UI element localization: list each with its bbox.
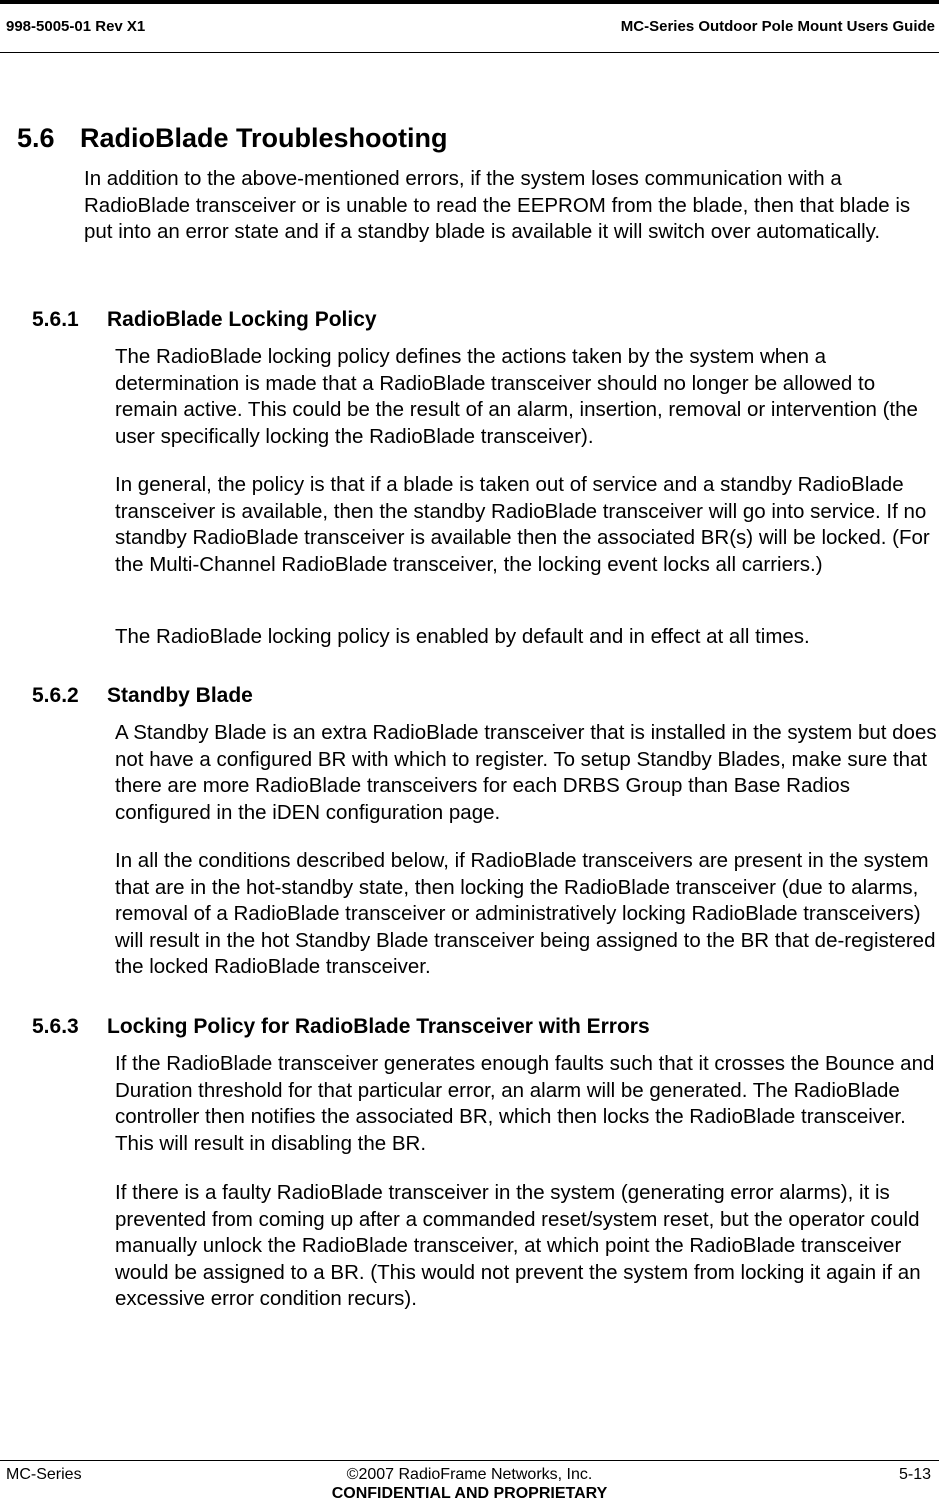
- subsection-heading-standby-blade: [32, 683, 253, 709]
- header-doc-number: 998-5005-01 Rev X1: [6, 18, 146, 35]
- subsection-number: 5.6.2: [32, 684, 79, 707]
- footer-copyright: ©2007 RadioFrame Networks, Inc.: [346, 1466, 593, 1483]
- subsection-heading-locking-policy: [32, 307, 377, 333]
- footer-product: MC-Series: [6, 1466, 82, 1483]
- section-heading: [17, 122, 448, 154]
- standby-blade-paragraph-1: A Standby Blade is an extra RadioBlade transceiver that is installed in the system but does not have a configured BR with which to register. To setup Standby Blades, make sure that there are more RadioBlade transceivers for each DRBS Group than Base Radios configured in the iDEN configuration page.: [115, 721, 937, 824]
- section-title: RadioBlade Troubleshooting: [80, 123, 448, 153]
- section-intro-paragraph: In addition to the above-mentioned errors, if the system loses communication with a RadioBlade transceiver or is unable to read the EEPROM from the blade, then that blade is put into an error state and if a standby blade is available it will switch over automatically.: [84, 167, 911, 243]
- subsection-title: RadioBlade Locking Policy: [107, 308, 377, 331]
- errors-policy-paragraph-1: If the RadioBlade transceiver generates enough faults such that it crosses the Bounce and Duration threshold for that particular error, an alarm will be generated. The RadioBlade controller then notifies the associated BR, which then locks the RadioBlade transceiver. This will result in disabling the BR.: [115, 1052, 935, 1155]
- standby-blade-paragraph-2: In all the conditions described below, if RadioBlade transceivers are present in the system that are in the hot-standby state, then locking the RadioBlade transceiver (due to alarms, removal of a RadioBlade transceiver or administratively locking RadioBlade transceivers) will result in the hot Standby Blade transceiver being assigned to the BR that de-registered the locked RadioBlade transceiver.: [115, 849, 936, 978]
- header-top-rule: [0, 0, 939, 4]
- subsection-number: 5.6.3: [32, 1015, 79, 1038]
- errors-policy-paragraph-2: If there is a faulty RadioBlade transceiver in the system (generating error alarms), it is prevented from coming up after a commanded reset/system reset, but the operator could manually unlock the RadioBlade transceiver, at which point the RadioBlade transceiver would be assigned to a BR. (This would not prevent the system from locking it again if an excessive error condition recurs).: [115, 1181, 921, 1310]
- locking-policy-paragraph-1: The RadioBlade locking policy defines the actions taken by the system when a determination is made that a RadioBlade transceiver should no longer be allowed to remain active. This could be the result of an alarm, insertion, removal or intervention (the user specifically locking the RadioBlade transceiver).: [115, 345, 918, 448]
- header-divider: [0, 52, 939, 53]
- locking-policy-paragraph-3: The RadioBlade locking policy is enabled by default and in effect at all times.: [115, 625, 810, 648]
- subsection-title: Standby Blade: [107, 684, 253, 707]
- header-guide-title: MC-Series Outdoor Pole Mount Users Guide: [620, 18, 935, 35]
- footer-divider: [0, 1460, 939, 1461]
- locking-policy-paragraph-2: In general, the policy is that if a blade is taken out of service and a standby RadioBlade transceiver is available, then the standby RadioBlade transceiver will go into service. If no standby RadioBlade transceiver is available then the associated BR(s) will be locked. (For the Multi-Channel RadioBlade transceiver, the locking event locks all carriers.): [115, 473, 930, 576]
- subsection-title: Locking Policy for RadioBlade Transceiver with Errors: [107, 1015, 650, 1038]
- footer-page-number: 5-13: [898, 1466, 931, 1483]
- footer-confidential: CONFIDENTIAL AND PROPRIETARY: [331, 1485, 608, 1502]
- subsection-heading-errors-policy: [32, 1014, 650, 1040]
- subsection-number: 5.6.1: [32, 308, 79, 331]
- section-number: 5.6: [17, 123, 55, 153]
